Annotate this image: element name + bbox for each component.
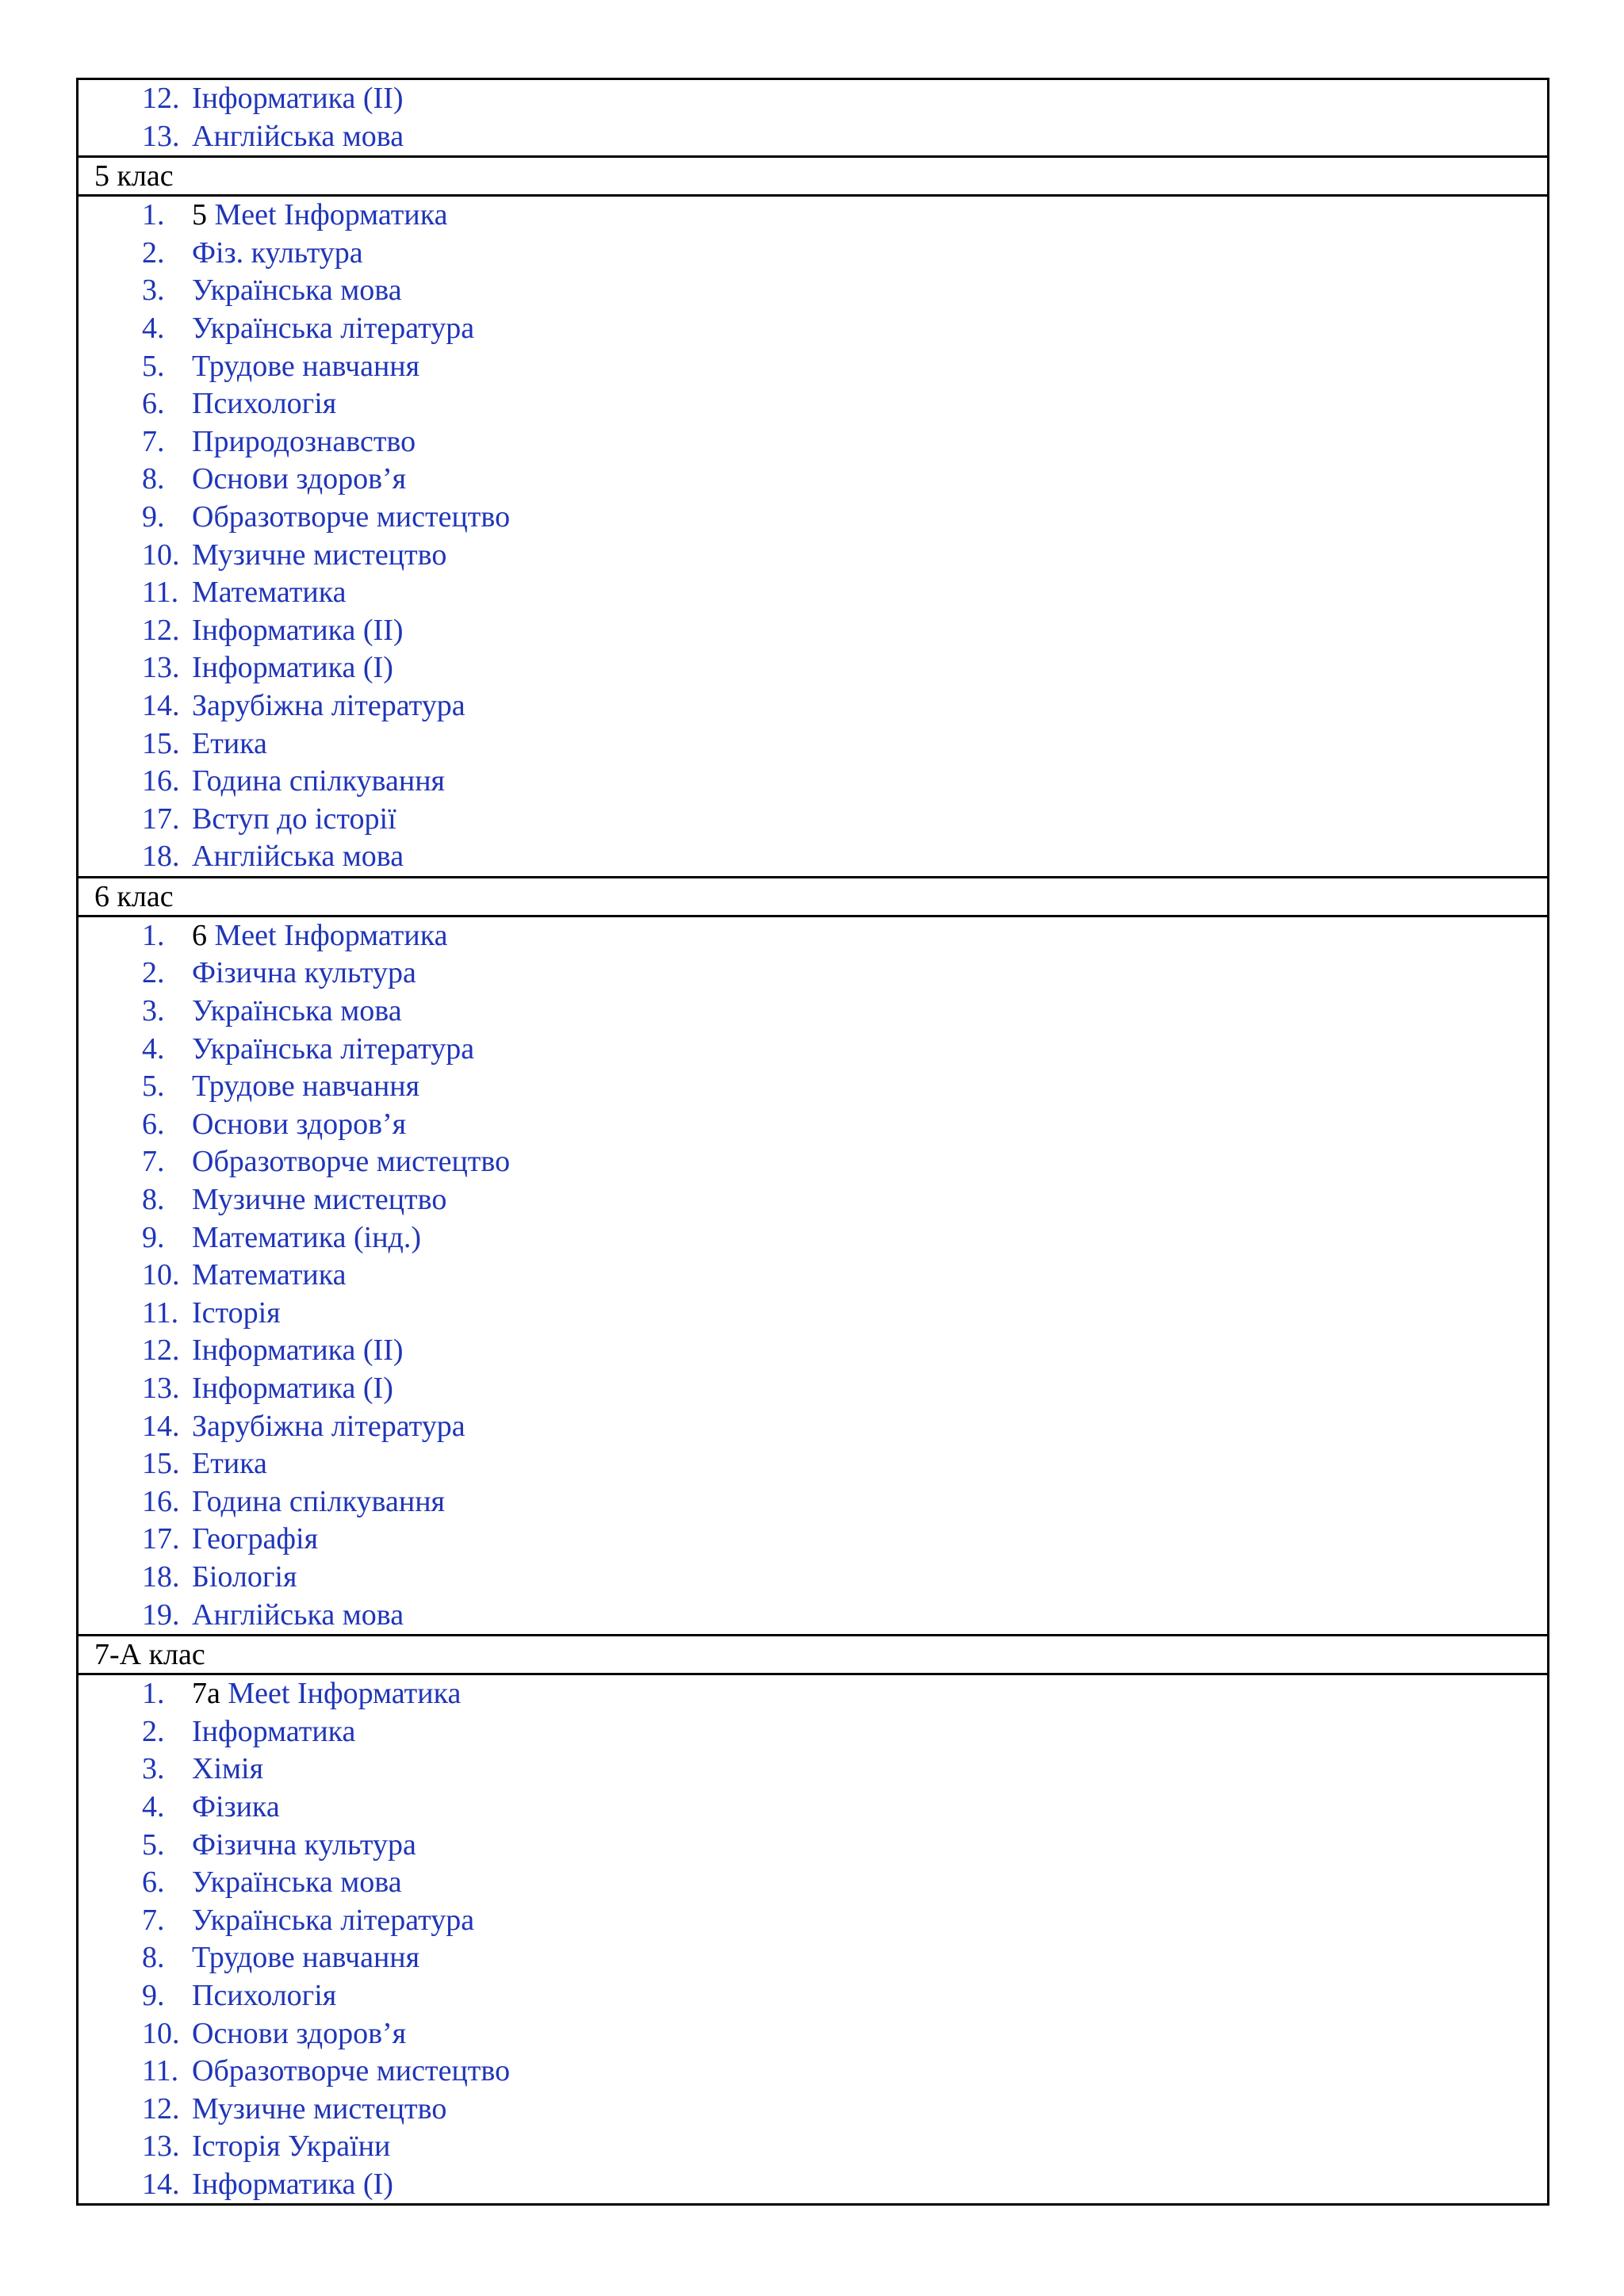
course-entry (192, 612, 404, 650)
item-number: 4. (142, 1031, 165, 1066)
course-list-row (78, 1674, 1549, 2205)
course-entry (192, 1713, 355, 1751)
course-list-item[interactable] (79, 1257, 1547, 1295)
course-link[interactable]: Година спілкування (192, 764, 446, 798)
item-number: 2. (142, 235, 165, 270)
course-link[interactable]: Музичне мистецтво (192, 2091, 447, 2126)
course-list-item[interactable] (79, 1295, 1547, 1333)
course-entry (192, 2166, 393, 2204)
course-list-item[interactable] (79, 1977, 1547, 2015)
course-entry (192, 574, 347, 612)
course-entry (192, 1295, 281, 1333)
course-link[interactable]: Інформатика (ІІ) (192, 82, 404, 115)
course-list-item[interactable] (79, 2015, 1547, 2053)
course-list-item[interactable] (79, 1068, 1547, 1106)
course-list-item[interactable] (79, 1939, 1547, 1977)
course-list-cell (78, 79, 1549, 157)
course-link[interactable]: Англійська мова (192, 119, 404, 153)
course-list (79, 917, 1547, 1634)
class-header: 6 клас (78, 877, 1549, 916)
class-prefix: 6 (192, 918, 215, 952)
course-list-item[interactable] (79, 1219, 1547, 1257)
item-number: 11. (142, 1295, 179, 1330)
item-number: 13. (142, 651, 180, 685)
course-entry (192, 1408, 465, 1446)
course-entry (192, 649, 393, 687)
course-link[interactable]: Інформатика (ІІ) (192, 1334, 404, 1368)
course-list-item[interactable] (79, 838, 1547, 876)
course-list-item[interactable] (79, 574, 1547, 612)
item-number: 19. (142, 1598, 180, 1632)
course-list-item[interactable] (79, 763, 1547, 801)
course-entry (192, 1257, 347, 1295)
course-entry (192, 310, 474, 348)
course-list-item[interactable] (79, 1445, 1547, 1483)
course-entry (192, 1521, 318, 1559)
course-list (79, 1675, 1547, 2203)
course-link[interactable]: Англійська мова (192, 1598, 404, 1632)
course-link[interactable]: Інформатика (І) (192, 651, 393, 685)
course-list-item[interactable] (79, 955, 1547, 993)
course-link[interactable]: Етика (192, 1447, 267, 1481)
course-link[interactable]: Історія (192, 1295, 281, 1330)
course-link[interactable]: Англійська мова (192, 840, 404, 874)
course-link[interactable]: Трудове навчання (192, 1070, 420, 1104)
item-number: 9. (142, 499, 165, 534)
course-entry (192, 763, 445, 801)
course-list-row (78, 79, 1549, 157)
course-list (79, 80, 1547, 155)
item-number: 9. (142, 1978, 165, 2012)
item-number: 10. (142, 538, 180, 572)
course-entry (192, 1106, 406, 1144)
course-link[interactable]: Історія України (192, 2130, 391, 2164)
course-link[interactable]: Зарубіжна література (192, 1409, 465, 1443)
item-number: 13. (142, 1372, 180, 1405)
course-link[interactable]: Географія (192, 1522, 319, 1556)
class-header: 5 клас (78, 157, 1549, 196)
item-number: 8. (142, 462, 165, 496)
course-link[interactable]: Вступ до історії (192, 802, 396, 836)
course-list-item[interactable] (79, 1370, 1547, 1408)
item-number: 17. (142, 802, 180, 836)
course-link[interactable]: Meet Інформатика (228, 1677, 462, 1711)
item-number: 5. (142, 1070, 165, 1104)
course-list-item[interactable] (79, 649, 1547, 687)
item-number: 1. (142, 198, 165, 232)
item-number: 12. (142, 2091, 180, 2126)
course-entry (192, 1864, 402, 1902)
item-number: 14. (142, 1409, 180, 1443)
course-list-item[interactable] (79, 1106, 1547, 1144)
course-link[interactable]: Математика (інд.) (192, 1220, 422, 1254)
course-list-item[interactable] (79, 2166, 1547, 2204)
course-list-item[interactable] (79, 423, 1547, 461)
course-list-item[interactable] (79, 197, 1547, 235)
course-link[interactable]: Фізична культура (192, 956, 416, 990)
course-list-row (78, 916, 1549, 1635)
course-entry (192, 1445, 267, 1483)
course-entry (192, 687, 465, 725)
item-number: 15. (142, 1447, 180, 1481)
item-number: 6. (142, 1107, 165, 1141)
course-entry (192, 838, 404, 876)
course-entry (192, 2015, 406, 2053)
course-list-item[interactable] (79, 2091, 1547, 2129)
course-link[interactable]: Трудове навчання (192, 1941, 420, 1975)
item-number: 6. (142, 1866, 165, 1900)
course-entry (192, 1031, 474, 1069)
item-number: 6. (142, 387, 165, 421)
item-number: 9. (142, 1220, 165, 1254)
course-list-item[interactable] (79, 2053, 1547, 2091)
course-list-item[interactable] (79, 1827, 1547, 1865)
course-entry (192, 1827, 416, 1865)
course-link[interactable]: Образотворче мистецтво (192, 2054, 511, 2088)
course-list-item[interactable] (79, 310, 1547, 348)
item-number: 8. (142, 1941, 165, 1975)
course-list-cell (78, 916, 1549, 1635)
class-courses-table (76, 78, 1549, 2206)
item-number: 12. (142, 613, 180, 647)
course-entry (192, 801, 396, 839)
course-link[interactable]: Інформатика (192, 1714, 356, 1748)
course-list-item[interactable] (79, 1408, 1547, 1446)
item-number: 13. (142, 2130, 180, 2164)
course-entry (192, 385, 336, 423)
course-list-item[interactable] (79, 385, 1547, 423)
course-list-item[interactable] (79, 1181, 1547, 1219)
item-number: 16. (142, 1484, 180, 1518)
course-list-item[interactable] (79, 1713, 1547, 1751)
item-number: 1. (142, 1677, 165, 1711)
item-number: 2. (142, 956, 165, 990)
course-entry (192, 235, 363, 273)
course-link[interactable]: Основи здоров’я (192, 462, 407, 496)
item-number: 3. (142, 274, 165, 308)
course-entry (192, 1675, 461, 1713)
course-entry (192, 499, 510, 537)
course-entry (192, 197, 447, 235)
course-link[interactable]: Психологія (192, 1978, 337, 2012)
course-entry (192, 2091, 446, 2129)
course-list-row (78, 196, 1549, 878)
course-list-item[interactable] (79, 612, 1547, 650)
course-entry (192, 2128, 390, 2166)
course-link[interactable]: Біологія (192, 1559, 297, 1594)
course-link[interactable]: Українська література (192, 1903, 475, 1937)
course-link[interactable]: Українська мова (192, 1866, 402, 1900)
item-number: 18. (142, 1559, 180, 1594)
item-number: 16. (142, 764, 180, 798)
item-number: 4. (142, 1789, 165, 1823)
course-link[interactable]: Образотворче мистецтво (192, 499, 511, 534)
course-entry (192, 725, 267, 763)
course-link[interactable]: Математика (192, 1258, 347, 1292)
class-header-row (78, 157, 1549, 196)
course-link[interactable]: Інформатика (І) (192, 2167, 393, 2201)
course-entry (192, 955, 416, 993)
course-list-item[interactable] (79, 461, 1547, 499)
item-number: 8. (142, 1183, 165, 1217)
course-list-item[interactable] (79, 687, 1547, 725)
course-entry (192, 1902, 474, 1940)
course-link[interactable]: Інформатика (ІІ) (192, 613, 404, 647)
item-number: 14. (142, 688, 180, 722)
course-entry (192, 461, 406, 499)
course-entry (192, 1483, 445, 1521)
course-list-cell (78, 196, 1549, 878)
course-entry (192, 1068, 419, 1106)
item-number: 12. (142, 1334, 180, 1368)
course-link[interactable]: Психологія (192, 387, 337, 421)
class-header: 7-А клас (78, 1636, 1549, 1674)
course-entry (192, 423, 416, 461)
course-list-item[interactable] (79, 1332, 1547, 1370)
course-entry (192, 1789, 280, 1827)
item-number: 11. (142, 576, 179, 610)
course-entry (192, 1559, 297, 1597)
item-number: 12. (142, 82, 180, 115)
course-list-item[interactable] (79, 1864, 1547, 1902)
course-link[interactable]: Українська література (192, 311, 475, 345)
course-list-item[interactable] (79, 801, 1547, 839)
item-number: 3. (142, 1752, 165, 1786)
course-list-item[interactable] (79, 537, 1547, 575)
class-header-row (78, 1636, 1549, 1674)
course-link[interactable]: Година спілкування (192, 1484, 446, 1518)
course-link[interactable]: Українська мова (192, 274, 402, 308)
course-list-item[interactable] (79, 917, 1547, 955)
course-list-item[interactable] (79, 1902, 1547, 1940)
item-number: 5. (142, 349, 165, 383)
item-number: 1. (142, 918, 165, 952)
course-link[interactable]: Фіз. культура (192, 235, 363, 270)
course-entry (192, 1143, 510, 1181)
course-entry (192, 537, 446, 575)
course-link[interactable]: Музичне мистецтво (192, 1183, 447, 1217)
course-link[interactable]: Основи здоров’я (192, 2016, 407, 2050)
item-number: 18. (142, 840, 180, 874)
course-list-item[interactable] (79, 118, 1547, 156)
course-entry (192, 1181, 446, 1219)
course-link[interactable]: Фізична культура (192, 1827, 416, 1862)
item-number: 3. (142, 994, 165, 1028)
course-entry (192, 1939, 419, 1977)
item-number: 4. (142, 311, 165, 345)
course-list-item[interactable] (79, 235, 1547, 273)
course-link[interactable]: Meet Інформатика (214, 918, 448, 952)
course-entry (192, 1370, 393, 1408)
item-number: 17. (142, 1522, 180, 1556)
course-entry (192, 993, 402, 1031)
course-link[interactable]: Meet Інформатика (214, 198, 448, 232)
course-link[interactable]: Фізика (192, 1789, 280, 1823)
course-link[interactable]: Основи здоров’я (192, 1107, 407, 1141)
course-entry (192, 272, 402, 310)
course-list-cell (78, 1674, 1549, 2205)
item-number: 10. (142, 2016, 180, 2050)
course-entry (192, 1977, 336, 2015)
course-link[interactable]: Музичне мистецтво (192, 538, 447, 572)
item-number: 15. (142, 726, 180, 760)
course-link[interactable]: Українська мова (192, 994, 402, 1028)
course-entry (192, 118, 404, 156)
course-list-item[interactable] (79, 993, 1547, 1031)
course-entry (192, 1332, 404, 1370)
item-number: 10. (142, 1258, 180, 1292)
course-entry (192, 917, 447, 955)
item-number: 13. (142, 119, 180, 153)
item-number: 11. (142, 2054, 179, 2088)
item-number: 14. (142, 2167, 180, 2201)
class-prefix: 7а (192, 1677, 228, 1711)
course-entry (192, 2053, 510, 2091)
course-list-item[interactable] (79, 1597, 1547, 1635)
course-entry (192, 1597, 404, 1635)
course-list-item[interactable] (79, 2128, 1547, 2166)
course-link[interactable]: Зарубіжна література (192, 688, 465, 722)
course-link[interactable]: Математика (192, 576, 347, 610)
course-list-item[interactable] (79, 1143, 1547, 1181)
course-entry (192, 80, 404, 118)
course-list-item[interactable] (79, 1559, 1547, 1597)
course-list-item[interactable] (79, 499, 1547, 537)
course-link[interactable]: Етика (192, 726, 267, 760)
class-prefix: 5 (192, 198, 215, 232)
course-entry (192, 1219, 421, 1257)
course-list-item[interactable] (79, 725, 1547, 763)
class-header-row (78, 877, 1549, 916)
course-list-item[interactable] (79, 80, 1547, 118)
course-link[interactable]: Українська література (192, 1031, 475, 1066)
course-list-item[interactable] (79, 1483, 1547, 1521)
course-list-item[interactable] (79, 272, 1547, 310)
table-body (78, 79, 1549, 2205)
course-list-item[interactable] (79, 1789, 1547, 1827)
course-link[interactable]: Трудове навчання (192, 349, 420, 383)
item-number: 7. (142, 1145, 165, 1179)
course-list-item[interactable] (79, 1031, 1547, 1069)
course-list-item[interactable] (79, 1751, 1547, 1789)
course-list-item[interactable] (79, 1675, 1547, 1713)
item-number: 2. (142, 1714, 165, 1748)
course-link[interactable]: Інформатика (І) (192, 1372, 393, 1405)
course-list-item[interactable] (79, 348, 1547, 386)
item-number: 5. (142, 1827, 165, 1862)
item-number: 7. (142, 424, 165, 458)
course-link[interactable]: Природознавство (192, 424, 416, 458)
course-entry (192, 1751, 263, 1789)
course-link[interactable]: Образотворче мистецтво (192, 1145, 511, 1179)
item-number: 7. (142, 1903, 165, 1937)
course-link[interactable]: Хімія (192, 1752, 264, 1786)
course-list-item[interactable] (79, 1521, 1547, 1559)
course-list (79, 197, 1547, 876)
course-entry (192, 348, 419, 386)
